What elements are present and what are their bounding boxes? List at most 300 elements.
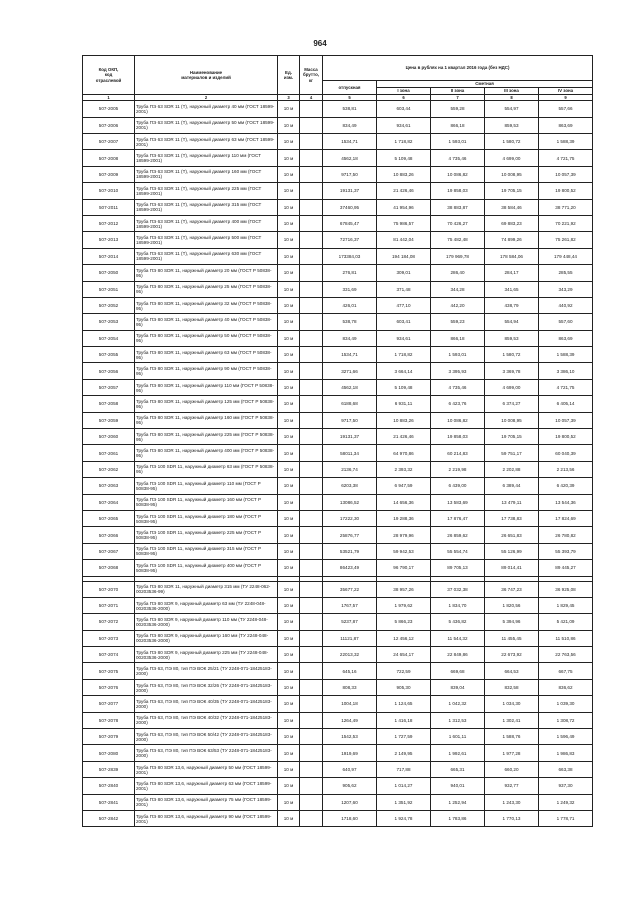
price-zone-4: 1 039,30 [539,696,593,712]
price-zone-4: 4 721,75 [539,150,593,166]
table-row [83,647,593,663]
table-row [83,614,593,630]
item-mass [300,429,323,445]
price-zone-1: 10 883,26 [377,166,431,182]
item-name: Труба ПЭ 63, ПЭ 80, тип ПЭ ВОК 40/32 (ТУ 2248-071-18425183-2000) [135,712,278,728]
price-zone-2: 179 969,78 [431,248,485,264]
item-code: 507-2008 [83,150,135,166]
price-zone-2: 70 426,27 [431,215,485,231]
header-name: Наименование материалов и изделий [135,56,278,95]
item-code: 507-2063 [83,478,135,494]
price-zone-4: 663,38 [539,761,593,777]
price-zone-1: 1 014,27 [377,778,431,794]
item-unit: 10 м [278,133,300,149]
item-name: Труба ПЭ 100 SDR 11, наружный диаметр 63 мм (ГОСТ Р 50838-95) [135,461,278,477]
item-mass [300,265,323,281]
item-mass [300,445,323,461]
item-unit: 10 м [278,663,300,679]
price-zone-1: 6 931,11 [377,396,431,412]
table-row [83,729,593,745]
item-mass [300,614,323,630]
item-unit: 10 м [278,794,300,810]
item-unit: 10 м [278,630,300,646]
price-shipping: 5237,87 [323,614,377,630]
price-zone-3: 341,65 [485,281,539,297]
price-shipping: 538,81 [323,101,377,117]
table-row [83,281,593,297]
price-shipping: 86423,49 [323,560,377,576]
item-name: Труба ПЭ 63 SDR 11 (Т), наружный диаметр 63 мм (ГОСТ 18599-2001) [135,133,278,149]
item-mass [300,663,323,679]
item-unit: 10 м [278,478,300,494]
item-unit: 10 м [278,265,300,281]
item-name: Труба ПЭ 63 SDR 11 (Т), наружный диаметр 50 мм (ГОСТ 18599-2001) [135,117,278,133]
item-code: 507-2006 [83,117,135,133]
price-zone-2: 1 992,61 [431,745,485,761]
table-row [83,183,593,199]
price-zone-4: 1 778,71 [539,811,593,827]
price-shipping: 1542,53 [323,729,377,745]
price-zone-1: 905,30 [377,679,431,695]
price-zone-3: 4 699,00 [485,379,539,395]
table-row [83,543,593,559]
table-row [83,117,593,133]
item-code: 507-2842 [83,811,135,827]
price-zone-4: 6 420,39 [539,478,593,494]
price-zone-3: 17 738,83 [485,510,539,526]
item-code: 507-2074 [83,647,135,663]
price-zone-2: 442,20 [431,297,485,313]
price-zone-1: 19 288,36 [377,510,431,526]
price-shipping: 13086,52 [323,494,377,510]
price-zone-1: 10 883,26 [377,412,431,428]
item-code: 507-2841 [83,794,135,810]
item-code: 507-2061 [83,445,135,461]
item-unit: 10 м [278,215,300,231]
page-number: 964 [313,39,327,48]
item-unit: 10 м [278,363,300,379]
price-shipping: 9717,50 [323,412,377,428]
price-zone-1: 194 184,08 [377,248,431,264]
column-number: 6 [377,95,431,101]
price-zone-4: 667,75 [539,663,593,679]
price-zone-3: 10 008,95 [485,412,539,428]
item-mass [300,761,323,777]
price-shipping: 67845,47 [323,215,377,231]
price-zone-2: 26 859,62 [431,527,485,543]
item-mass [300,461,323,477]
price-shipping: 1718,60 [323,811,377,827]
item-code: 507-2007 [83,133,135,149]
price-zone-1: 28 979,96 [377,527,431,543]
price-zone-1: 3 664,14 [377,363,431,379]
header-zone-1: I зона [377,88,431,95]
price-zone-4: 179 448,44 [539,248,593,264]
table-row [83,712,593,728]
price-zone-4: 1 588,39 [539,133,593,149]
item-code: 507-2065 [83,510,135,526]
price-shipping: 6203,38 [323,478,377,494]
price-zone-2: 866,18 [431,330,485,346]
price-zone-2: 1 042,32 [431,696,485,712]
price-zone-4: 1 829,45 [539,597,593,613]
table-row [83,478,593,494]
header-mass: Масса брутто, кг [300,56,323,95]
price-zone-4: 937,30 [539,778,593,794]
item-name: Труба ПЭ 63, ПЭ 80, тип ПЭ ВОК 32/26 (ТУ 2248-071-18425183-2000) [135,679,278,695]
item-code: 507-2059 [83,412,135,428]
item-unit: 10 м [278,729,300,745]
item-name: Труба ПЭ 63 SDR 11 (Т), наружный диаметр 315 мм (ГОСТ 18599-2001) [135,199,278,215]
price-zone-2: 1 783,86 [431,811,485,827]
price-zone-2: 37 032,38 [431,581,485,597]
item-name: Труба ПЭ 80 SDR 11, наружный диаметр 50 мм (ГОСТ Р 50838-95) [135,330,278,346]
item-mass [300,199,323,215]
price-shipping: 1004,18 [323,696,377,712]
item-name: Труба ПЭ 80 SDR 13,6, наружный диаметр 63 мм (ГОСТ 18599-2001) [135,778,278,794]
price-zone-4: 1 308,72 [539,712,593,728]
price-shipping: 4562,18 [323,379,377,395]
item-mass [300,314,323,330]
price-zone-4: 557,66 [539,101,593,117]
price-shipping: 1919,69 [323,745,377,761]
price-zone-2: 1 593,01 [431,347,485,363]
table-row [83,510,593,526]
price-zone-3: 5 394,96 [485,614,539,630]
price-zone-1: 2 393,32 [377,461,431,477]
price-shipping: 640,97 [323,761,377,777]
item-mass [300,811,323,827]
table-row [83,429,593,445]
price-shipping: 25876,77 [323,527,377,543]
item-mass [300,166,323,182]
table-row [83,314,593,330]
item-name: Труба ПЭ 80 SDR 13,6, наружный диаметр 75 мм (ГОСТ 18599-2001) [135,794,278,810]
price-zone-2: 4 735,46 [431,150,485,166]
item-mass [300,494,323,510]
item-name: Труба ПЭ 80 SDR 11, наружный диаметр 160 мм (ГОСТ Р 50838-95) [135,412,278,428]
item-mass [300,478,323,494]
column-number: 9 [539,95,593,101]
price-zone-2: 4 735,46 [431,379,485,395]
table-row [83,679,593,695]
table-row [83,581,593,597]
item-mass [300,696,323,712]
item-mass [300,396,323,412]
price-zone-3: 89 014,41 [485,560,539,576]
item-code: 507-2011 [83,199,135,215]
item-unit: 10 м [278,560,300,576]
price-zone-1: 59 942,53 [377,543,431,559]
item-unit: 10 м [278,412,300,428]
price-zone-1: 1 718,82 [377,347,431,363]
item-unit: 10 м [278,396,300,412]
price-zone-1: 1 979,62 [377,597,431,613]
item-name: Труба ПЭ 100 SDR 11, наружный диаметр 225 мм (ГОСТ Р 50838-95) [135,527,278,543]
item-code: 507-2014 [83,248,135,264]
price-zone-3: 664,53 [485,663,539,679]
price-zone-4: 17 824,69 [539,510,593,526]
price-shipping: 2136,74 [323,461,377,477]
item-name: Труба ПЭ 80 SDR 11, наружный диаметр 63 мм (ГОСТ Р 50838-95) [135,347,278,363]
table-row [83,461,593,477]
item-name: Труба ПЭ 80 SDR 9, наружный диаметр 225 мм (ТУ 2248-048-00203536-2000) [135,647,278,663]
item-code: 507-2055 [83,347,135,363]
price-zone-3: 178 584,06 [485,248,539,264]
price-zone-1: 38 957,26 [377,581,431,597]
price-zone-1: 75 986,57 [377,215,431,231]
price-zone-1: 5 109,48 [377,150,431,166]
price-zone-2: 286,40 [431,265,485,281]
price-table-body [83,101,593,827]
item-unit: 10 м [278,232,300,248]
header-code: Код ОКП, код отраслевой [83,56,135,95]
price-shipping: 1767,57 [323,597,377,613]
price-zone-1: 5 109,48 [377,379,431,395]
item-name: Труба ПЭ 100 SDR 11, наружный диаметр 180 мм (ГОСТ Р 50838-95) [135,510,278,526]
item-code: 507-2054 [83,330,135,346]
item-name: Труба ПЭ 63 SDR 11 (Т), наружный диаметр 500 мм (ГОСТ 18599-2001) [135,232,278,248]
item-name: Труба ПЭ 63 SDR 11 (Т), наружный диаметр 225 мм (ГОСТ 18599-2001) [135,183,278,199]
item-code: 507-2839 [83,761,135,777]
price-zone-2: 55 554,74 [431,543,485,559]
item-unit: 10 м [278,347,300,363]
price-zone-2: 13 583,69 [431,494,485,510]
item-unit: 10 м [278,429,300,445]
item-name: Труба ПЭ 80 SDR 9, наружный диаметр 110 мм (ТУ 2248-048-00203536-2000) [135,614,278,630]
header-zone-3: III зона [485,88,539,95]
price-zone-3: 59 751,17 [485,445,539,461]
item-code: 507-2009 [83,166,135,182]
price-zone-1: 371,48 [377,281,431,297]
price-zone-4: 6 405,14 [539,396,593,412]
item-code: 507-2062 [83,461,135,477]
table-row [83,560,593,576]
price-zone-1: 64 970,86 [377,445,431,461]
price-zone-1: 722,59 [377,663,431,679]
price-zone-4: 343,29 [539,281,593,297]
price-zone-2: 19 858,03 [431,183,485,199]
item-unit: 10 м [278,494,300,510]
price-shipping: 331,69 [323,281,377,297]
item-mass [300,412,323,428]
item-mass [300,778,323,794]
item-name: Труба ПЭ 80 SDR 11, наружный диаметр 32 мм (ГОСТ Р 50838-95) [135,297,278,313]
price-zone-1: 603,41 [377,314,431,330]
price-zone-1: 1 124,65 [377,696,431,712]
column-number: 3 [278,95,300,101]
item-unit: 10 м [278,314,300,330]
item-unit: 10 м [278,647,300,663]
item-unit: 10 м [278,745,300,761]
price-zone-4: 70 221,92 [539,215,593,231]
item-name: Труба ПЭ 63, ПЭ 80, тип ПЭ ВОК 40/35 (ТУ 2248-071-18425183-2000) [135,696,278,712]
item-unit: 10 м [278,778,300,794]
item-code: 507-2066 [83,527,135,543]
item-name: Труба ПЭ 63 SDR 11 (Т), наружный диаметр 160 мм (ГОСТ 18599-2001) [135,166,278,182]
table-row [83,778,593,794]
price-shipping: 645,16 [323,663,377,679]
price-zone-4: 2 213,56 [539,461,593,477]
price-zone-2: 89 705,13 [431,560,485,576]
price-zone-4: 440,92 [539,297,593,313]
price-zone-2: 10 086,82 [431,166,485,182]
price-zone-2: 10 086,82 [431,412,485,428]
price-shipping: 1534,71 [323,347,377,363]
item-unit: 10 м [278,379,300,395]
item-mass [300,379,323,395]
price-zone-1: 41 954,96 [377,199,431,215]
item-code: 507-2067 [83,543,135,559]
price-zone-2: 5 436,82 [431,614,485,630]
item-unit: 10 м [278,445,300,461]
item-name: Труба ПЭ 80 SDR 11, наружный диаметр 125 мм (ГОСТ Р 50838-95) [135,396,278,412]
price-zone-3: 438,79 [485,297,539,313]
item-mass [300,794,323,810]
header-price-title: Цена в рублях на 1 квартал 2016 года (без НДС) [323,56,593,81]
price-zone-1: 24 654,17 [377,647,431,663]
item-name: Труба ПЭ 80 SDR 13,6, наружный диаметр 50 мм (ГОСТ 18599-2001) [135,761,278,777]
item-mass [300,745,323,761]
table-row [83,412,593,428]
price-zone-2: 866,18 [431,117,485,133]
price-zone-3: 859,53 [485,117,539,133]
item-code: 507-2073 [83,630,135,646]
price-zone-4: 4 721,75 [539,379,593,395]
price-zone-2: 1 252,94 [431,794,485,810]
item-mass [300,330,323,346]
price-zone-4: 10 057,39 [539,412,593,428]
table-row [83,794,593,810]
item-code: 507-2052 [83,297,135,313]
price-zone-3: 554,94 [485,314,539,330]
price-shipping: 276,81 [323,265,377,281]
item-unit: 10 м [278,117,300,133]
price-shipping: 37460,95 [323,199,377,215]
price-zone-1: 1 718,82 [377,133,431,149]
price-zone-2: 2 219,98 [431,461,485,477]
item-mass [300,647,323,663]
item-mass [300,183,323,199]
price-zone-4: 19 800,52 [539,429,593,445]
price-zone-2: 75 482,48 [431,232,485,248]
item-unit: 10 м [278,679,300,695]
price-zone-3: 660,20 [485,761,539,777]
item-mass [300,248,323,264]
item-unit: 10 м [278,330,300,346]
header-zone-2: II зона [431,88,485,95]
price-zone-2: 19 858,03 [431,429,485,445]
item-code: 507-2840 [83,778,135,794]
price-shipping: 1207,60 [323,794,377,810]
table-row [83,101,593,117]
price-zone-1: 21 426,46 [377,183,431,199]
item-name: Труба ПЭ 80 SDR 11, наружный диаметр 110 мм (ГОСТ Р 50838-95) [135,379,278,395]
item-name: Труба ПЭ 63 SDR 11 (Т), наружный диаметр 400 мм (ГОСТ 18599-2001) [135,215,278,231]
item-code: 507-2012 [83,215,135,231]
price-zone-3: 1 580,72 [485,133,539,149]
price-shipping: 35677,22 [323,581,377,597]
item-name: Труба ПЭ 80 SDR 11, наружный диаметр 400 мм (ГОСТ Р 50838-95) [135,445,278,461]
table-row [83,297,593,313]
price-zone-3: 38 584,46 [485,199,539,215]
price-shipping: 538,78 [323,314,377,330]
table-row [83,696,593,712]
item-mass [300,679,323,695]
price-zone-2: 559,28 [431,101,485,117]
item-unit: 10 м [278,461,300,477]
item-name: Труба ПЭ 63, ПЭ 80, тип ПЭ ВОК 25/21 (ТУ 2248-071-18425183-2000) [135,663,278,679]
item-name: Труба ПЭ 100 SDR 11, наружный диаметр 110 мм (ГОСТ Р 50838-95) [135,478,278,494]
price-shipping: 22013,32 [323,647,377,663]
price-zone-3: 859,53 [485,330,539,346]
price-zone-4: 3 386,10 [539,363,593,379]
item-mass [300,363,323,379]
price-zone-3: 22 673,92 [485,647,539,663]
table-row [83,597,593,613]
price-shipping: 1534,71 [323,133,377,149]
column-number: 5 [323,95,377,101]
item-mass [300,581,323,597]
item-unit: 10 м [278,581,300,597]
item-code: 507-2050 [83,265,135,281]
table-row [83,663,593,679]
table-row [83,445,593,461]
item-unit: 10 м [278,150,300,166]
price-shipping: 808,33 [323,679,377,695]
item-name: Труба ПЭ 80 SDR 11, наружный диаметр 20 мм (ГОСТ Р 50838-95) [135,265,278,281]
item-mass [300,712,323,728]
price-shipping: 11121,87 [323,630,377,646]
price-zone-2: 1 834,70 [431,597,485,613]
item-code: 507-2072 [83,614,135,630]
table-row [83,133,593,149]
price-zone-1: 21 426,46 [377,429,431,445]
item-name: Труба ПЭ 63 SDR 11 (Т), наружный диаметр 40 мм (ГОСТ 18599-2001) [135,101,278,117]
price-zone-3: 6 389,44 [485,478,539,494]
table-row [83,265,593,281]
price-zone-4: 89 445,27 [539,560,593,576]
table-row [83,761,593,777]
table-row [83,166,593,182]
item-code: 507-2076 [83,679,135,695]
item-code: 507-2010 [83,183,135,199]
item-unit: 10 м [278,281,300,297]
price-shipping: 834,49 [323,117,377,133]
price-zone-1: 12 456,12 [377,630,431,646]
price-zone-1: 717,88 [377,761,431,777]
item-name: Труба ПЭ 80 SDR 11, наружный диаметр 40 мм (ГОСТ Р 50838-95) [135,314,278,330]
price-zone-2: 344,28 [431,281,485,297]
price-shipping: 4562,18 [323,150,377,166]
header-zone-4: IV зона [539,88,593,95]
price-zone-4: 19 800,52 [539,183,593,199]
price-shipping: 19131,37 [323,183,377,199]
column-number: 7 [431,95,485,101]
price-zone-1: 1 351,92 [377,794,431,810]
price-shipping: 53521,79 [323,543,377,559]
item-code: 507-2051 [83,281,135,297]
price-zone-4: 1 986,83 [539,745,593,761]
price-zone-4: 26 780,82 [539,527,593,543]
price-zone-1: 934,61 [377,330,431,346]
table-row [83,379,593,395]
price-zone-2: 60 214,83 [431,445,485,461]
item-mass [300,560,323,576]
item-unit: 10 м [278,712,300,728]
price-zone-3: 1 977,28 [485,745,539,761]
header-shipping: отпускная [323,81,377,95]
